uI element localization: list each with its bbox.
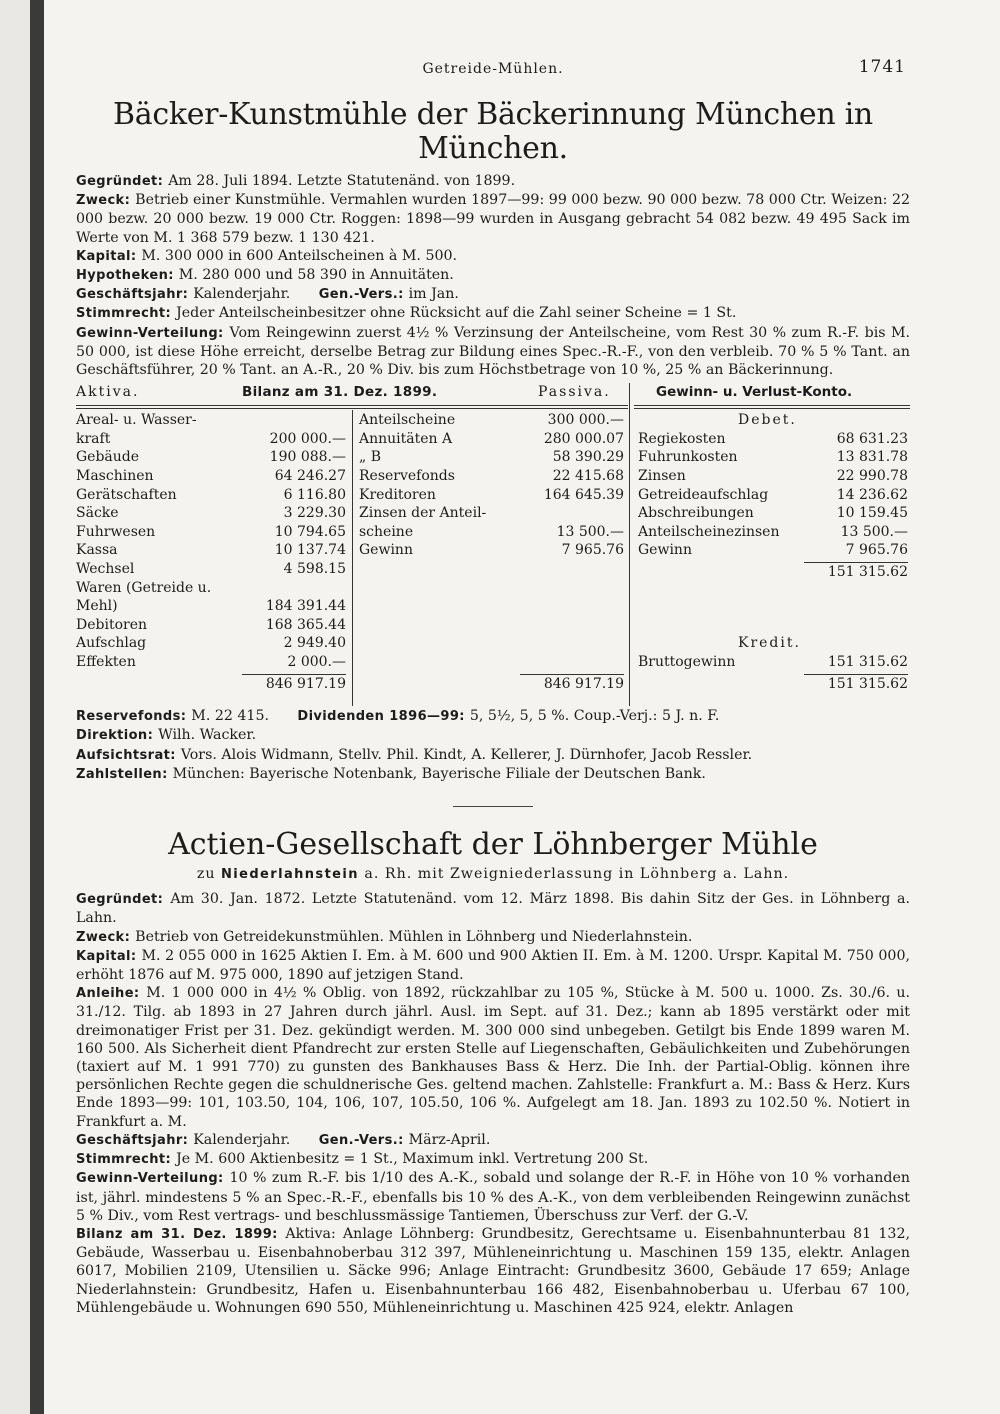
aktiva-item-value: 190 088.— xyxy=(269,449,346,466)
field-key: Gewinn-Verteilung: xyxy=(76,325,230,341)
aktiva-item-value: 184 391.44 xyxy=(265,598,346,615)
aktiva-item-value: 2 000.— xyxy=(287,654,346,671)
sub-pre: zu xyxy=(196,866,216,883)
detail-paragraph xyxy=(76,1225,910,1317)
kredit-item-value: 151 315.62 xyxy=(827,654,908,671)
detail-paragraph xyxy=(76,765,910,784)
aktiva-item-label: Mehl) xyxy=(76,598,118,615)
field-value: im Jan. xyxy=(408,286,459,303)
field-value: Kalenderjahr. xyxy=(193,286,291,303)
field-value: Kalenderjahr. xyxy=(193,1131,291,1148)
aktiva-item-label: Maschinen xyxy=(76,468,154,485)
passiva-item-value: 164 645.39 xyxy=(543,486,624,503)
rule xyxy=(634,405,910,406)
debet-item-value: 22 990.78 xyxy=(836,468,908,485)
detail-paragraph xyxy=(76,285,910,304)
field-value: Am 30. Jan. 1872. Letzte Statutenänd. vom 12. März 1898. Bis dahin Sitz der Ges. in Löhnberg a. Lahn. xyxy=(76,891,910,927)
company-2-details xyxy=(76,890,910,1317)
bilanz-title: Bilanz am 31. Dez. 1899. xyxy=(242,384,438,401)
passiva-item-value: 58 390.29 xyxy=(552,449,624,466)
aktiva-item-label: Kassa xyxy=(76,542,118,559)
debet-item-label: Regiekosten xyxy=(638,430,726,447)
field-key: Zahlstellen: xyxy=(76,766,173,782)
debet-item-value: 14 236.62 xyxy=(836,486,908,503)
field-key: Gen.-Vers.: xyxy=(318,287,409,303)
company-2-subtitle xyxy=(76,865,910,884)
passiva-item-value: 280 000.07 xyxy=(543,430,624,447)
field-value: 10 % zum R.-F. bis 1/10 des A.-K., sobald und solange der R.-F. in Höhe von 10 % vorhanden ist, jährl. mindestens 5 % an Spec.-R.-F., ebenfalls bis 10 % des A.-K., von dem verbleibenden Reingewinn zunächst 5 % Div., vom Rest vertrags- und beschlussmässige Tantiemen, Überschuss zur Verf. der G.-V. xyxy=(76,1170,911,1224)
field-value: 5, 5½, 5, 5 %. Coup.-Verj.: 5 J. n. F. xyxy=(469,708,720,725)
field-value: M. 1 000 000 in 4½ % Oblig. von 1892, rückzahlbar zu 105 %, Stücke à M. 500 u. 1000. Zs. 30./6. u. 31./12. Tilg. ab 1893 in 27 Jahren durch jährl. Ausl. im Sept. auf 31. Dez.; kann ab 1895 verstärkt oder mit dreimonatiger Frist per 31. Dez. gekündigt werden. M. 300 000 sind unbegeben. Getilgt bis Ende 1899 waren M. 160 500. Als Sicherheit dient Pfandrecht zur ersten Stelle auf Liegenschaften, Gebäulichkeiten und Zubehörungen (taxiert auf M. 1 991 770) zu gunsten des Bankhauses Bass & Herz. Die Inh. der Partial-Oblig. können ihre persönlichen Rechte gegen die schuldnerische Ges. geltend machen. Zahlstelle: Frankfurt a. M.: Bass & Herz. Kurs Ende 1893—99: 101, 103.50, 104, 106, 107, 105.50, 106 %. Aufgelegt am 18. Jan. 1893 zu 102.50 %. Notiert in Frankfurt a. M. xyxy=(76,985,910,1130)
debet-item-label: Zinsen xyxy=(638,468,686,485)
aktiva-item-value: 4 598.15 xyxy=(283,561,346,578)
balance-sheet xyxy=(76,383,910,703)
column-divider xyxy=(352,410,353,706)
field-key: Gegründet: xyxy=(76,174,169,189)
aktiva-total: 846 917.19 xyxy=(265,675,346,692)
aktiva-item-label: Areal- u. Wasser- xyxy=(76,412,197,429)
passiva-item-value: 7 965.76 xyxy=(561,542,624,559)
rule xyxy=(76,405,628,406)
aktiva-item-value: 2 949.40 xyxy=(283,635,346,652)
running-title: Getreide-Mühlen. xyxy=(422,61,564,77)
debet-item-value: 68 631.23 xyxy=(836,430,908,447)
field-key: Geschäftsjahr: xyxy=(76,287,194,303)
detail-paragraph xyxy=(76,947,910,984)
field-value: Am 28. Juli 1894. Letzte Statutenänd. von 1899. xyxy=(168,173,516,189)
debet-item-label: Abschreibungen xyxy=(638,505,754,522)
aktiva-item-label: Fuhrwesen xyxy=(76,523,156,540)
sub-place: Niederlahnstein xyxy=(221,867,359,883)
aktiva-item-label: Säcke xyxy=(76,505,119,522)
section-separator xyxy=(453,806,533,807)
kredit-label: Kredit. xyxy=(738,635,801,652)
field-value: M. 22 415. xyxy=(191,708,269,725)
aktiva-item-value: 10 137.74 xyxy=(274,542,346,559)
field-key: Dividenden 1896—99: xyxy=(297,709,470,725)
passiva-total: 846 917.19 xyxy=(543,675,624,692)
field-key: Geschäftsjahr: xyxy=(76,1132,194,1148)
field-value: M. 280 000 und 58 390 in Annuitäten. xyxy=(178,267,454,284)
passiva-item-label: scheine xyxy=(359,523,414,540)
field-key: Stimmrecht: xyxy=(76,1152,177,1168)
debet-item-value: 10 159.45 xyxy=(836,505,908,522)
field-value: März-April. xyxy=(408,1131,491,1148)
detail-paragraph xyxy=(76,191,910,247)
field-value: Vom Reingewinn zuerst 4½ % Verzinsung der Anteilscheine, vom Rest 30 % zum R.-F. bis M. 50 000, ist diese Höhe erreicht, derselbe Betrag zur Bildung eines Spec.-R.-F., von den verbleib. 70 % 5 % Tant. an Geschäftsführer, 20 % Tant. an A.-R., 20 % Div. bis zum Höchstbetrage von 10 %, 25 % an Bäckerinnung. xyxy=(76,324,910,379)
detail-paragraph xyxy=(76,172,910,191)
page-content xyxy=(76,57,911,1317)
aktiva-item-value: 10 794.65 xyxy=(274,523,346,540)
field-key: Gewinn-Verteilung: xyxy=(76,1171,230,1187)
detail-paragraph xyxy=(76,304,910,323)
detail-paragraph xyxy=(76,1131,910,1150)
field-value: Wilh. Wacker. xyxy=(158,727,257,744)
debet-item-label: Gewinn xyxy=(638,542,692,559)
field-key: Anleihe: xyxy=(76,986,147,1002)
aktiva-item-value: 200 000.— xyxy=(269,430,346,447)
aktiva-item-value: 3 229.30 xyxy=(283,505,346,522)
detail-paragraph xyxy=(76,890,910,927)
rule xyxy=(634,408,910,409)
running-header xyxy=(76,57,910,86)
field-key: Zweck: xyxy=(76,193,136,209)
aktiva-item-label: Effekten xyxy=(76,654,136,671)
company-title-2: Actien-Gesellschaft der Löhnberger Mühle xyxy=(168,827,818,863)
detail-paragraph xyxy=(76,746,910,765)
field-key: Aufsichtsrat: xyxy=(76,747,181,763)
detail-paragraph xyxy=(76,1169,910,1225)
detail-paragraph xyxy=(76,247,910,266)
detail-paragraph xyxy=(76,928,910,947)
field-value: München: Bayerische Notenbank, Bayerische Filiale der Deutschen Bank. xyxy=(172,765,706,782)
field-key: Kapital: xyxy=(76,948,142,964)
field-key: Bilanz am 31. Dez. 1899: xyxy=(76,1226,286,1242)
field-value: Jeder Anteilscheinbesitzer ohne Rücksicht auf die Zahl seiner Scheine = 1 St. xyxy=(176,305,737,322)
field-key: Hypotheken: xyxy=(76,268,179,284)
field-value: M. 2 055 000 in 1625 Aktien I. Em. à M. 600 und 900 Aktien II. Em. à M. 1200. Urspr. Kapital M. 750 000, erhöht 1876 auf M. 975 000, 1890 auf jetzigen Stand. xyxy=(76,947,910,984)
debet-item-label: Fuhrunkosten xyxy=(638,449,738,466)
passiva-item-value: 22 415.68 xyxy=(552,468,624,485)
field-value: M. 300 000 in 600 Anteilscheinen à M. 500. xyxy=(141,247,458,264)
aktiva-item-value: 168 365.44 xyxy=(265,616,346,633)
field-value: Vors. Alois Widmann, Stellv. Phil. Kindt, A. Kellerer, J. Dürnhofer, Jacob Ressler. xyxy=(180,746,753,763)
passiva-item-value: 13 500.— xyxy=(556,523,624,540)
binding-shadow xyxy=(30,0,44,1414)
field-key: Kapital: xyxy=(76,248,142,264)
aktiva-item-label: Gebäude xyxy=(76,449,140,466)
detail-paragraph xyxy=(76,324,910,380)
aktiva-item-value: 6 116.80 xyxy=(283,486,346,503)
column-divider xyxy=(629,383,630,706)
scan-margin xyxy=(0,0,30,1414)
aktiva-item-label: Waren (Getreide u. xyxy=(76,579,212,596)
kredit-item-label: Bruttogewinn xyxy=(638,654,736,671)
debet-item-label: Anteilscheinezinsen xyxy=(638,523,780,540)
detail-paragraph xyxy=(76,726,910,745)
debet-item-label: Getreideaufschlag xyxy=(638,486,769,503)
detail-paragraph xyxy=(76,984,910,1131)
company-1-details xyxy=(76,172,910,379)
field-key: Gegründet: xyxy=(76,892,171,908)
field-key: Reservefonds: xyxy=(76,709,192,725)
detail-paragraph xyxy=(76,266,910,285)
field-key: Gen.-Vers.: xyxy=(318,1132,409,1148)
gv-title: Gewinn- u. Verlust-Konto. xyxy=(656,384,853,401)
passiva-label: Passiva. xyxy=(538,384,611,401)
aktiva-item-label: Aufschlag xyxy=(76,635,147,652)
field-value: Betrieb einer Kunstmühle. Vermahlen wurden 1897—99: 99 000 bezw. 90 000 bezw. 78 000 Ctr. Weizen: 22 000 bezw. 20 000 bezw. 19 000 Ctr. Roggen: 1898—99 wurden in Ausgang gebracht 54 082 bezw. 49 495 Sack im Werte von M. 1 368 579 bezw. 1 130 421. xyxy=(76,192,910,246)
detail-paragraph xyxy=(76,1150,910,1169)
passiva-item-label: Gewinn xyxy=(359,542,413,559)
field-key: Direktion: xyxy=(76,728,159,744)
page-number: 1741 xyxy=(858,57,906,77)
passiva-item-label: „ B xyxy=(359,449,381,466)
rule xyxy=(76,408,628,409)
debet-label: Debet. xyxy=(738,412,797,429)
passiva-item-label: Zinsen der Anteil- xyxy=(359,505,487,522)
field-key: Zweck: xyxy=(76,929,136,945)
aktiva-item-label: Debitoren xyxy=(76,616,147,633)
aktiva-item-label: Gerätschaften xyxy=(76,486,177,503)
aktiva-item-label: kraft xyxy=(76,430,111,447)
passiva-item-label: Anteilscheine xyxy=(359,412,456,429)
field-value: Je M. 600 Aktienbesitz = 1 St., Maximum inkl. Vertretung 200 St. xyxy=(176,1151,649,1168)
field-value: Betrieb von Getreidekunstmühlen. Mühlen in Löhnberg und Niederlahnstein. xyxy=(135,928,693,945)
kredit-total: 151 315.62 xyxy=(827,675,908,692)
debet-item-value: 7 965.76 xyxy=(845,542,908,559)
aktiva-label: Aktiva. xyxy=(76,384,140,401)
company-1-footer xyxy=(76,707,910,784)
company-title-1: Bäcker-Kunstmühle der Bäckerinnung München in München. xyxy=(113,97,873,166)
field-value: Aktiva: Anlage Löhnberg: Grundbesitz, Gerechtsame u. Eisenbahnunterbau 81 132, Gebäude, Wasserbau u. Eisenbahnoberbau 312 397, Mühleneinrichtung u. Maschinen 159 135, elektr. Anlagen 6017, Mobilien 2109, Utensilien u. Säcke 996; Anlage Eintracht: Grundbesitz 3600, Gebäude 17 659; Anlage Niederlahnstein: Grundbesitz, Hafen u. Eisenbahnunterbau 166 482, Eisenbahnoberbau u. Uferbau 67 100, Mühlengebäude u. Wohnungen 690 550, Mühleneinrichtung u. Maschinen 425 924, elektr. Anlagen xyxy=(76,1225,910,1316)
sub-post: a. Rh. mit Zweigniederlassung in Löhnberg a. Lahn. xyxy=(364,866,790,883)
passiva-item-label: Annuitäten A xyxy=(359,430,453,447)
passiva-item-label: Reservefonds xyxy=(359,468,455,485)
aktiva-item-label: Wechsel xyxy=(76,561,135,578)
debet-item-value: 13 831.78 xyxy=(836,449,908,466)
debet-total: 151 315.62 xyxy=(827,564,908,581)
aktiva-item-value: 64 246.27 xyxy=(274,468,346,485)
passiva-item-value: 300 000.— xyxy=(547,412,624,429)
debet-item-value: 13 500.— xyxy=(840,523,908,540)
detail-paragraph xyxy=(76,707,910,726)
passiva-item-label: Kreditoren xyxy=(359,486,436,503)
field-key: Stimmrecht: xyxy=(76,306,177,322)
